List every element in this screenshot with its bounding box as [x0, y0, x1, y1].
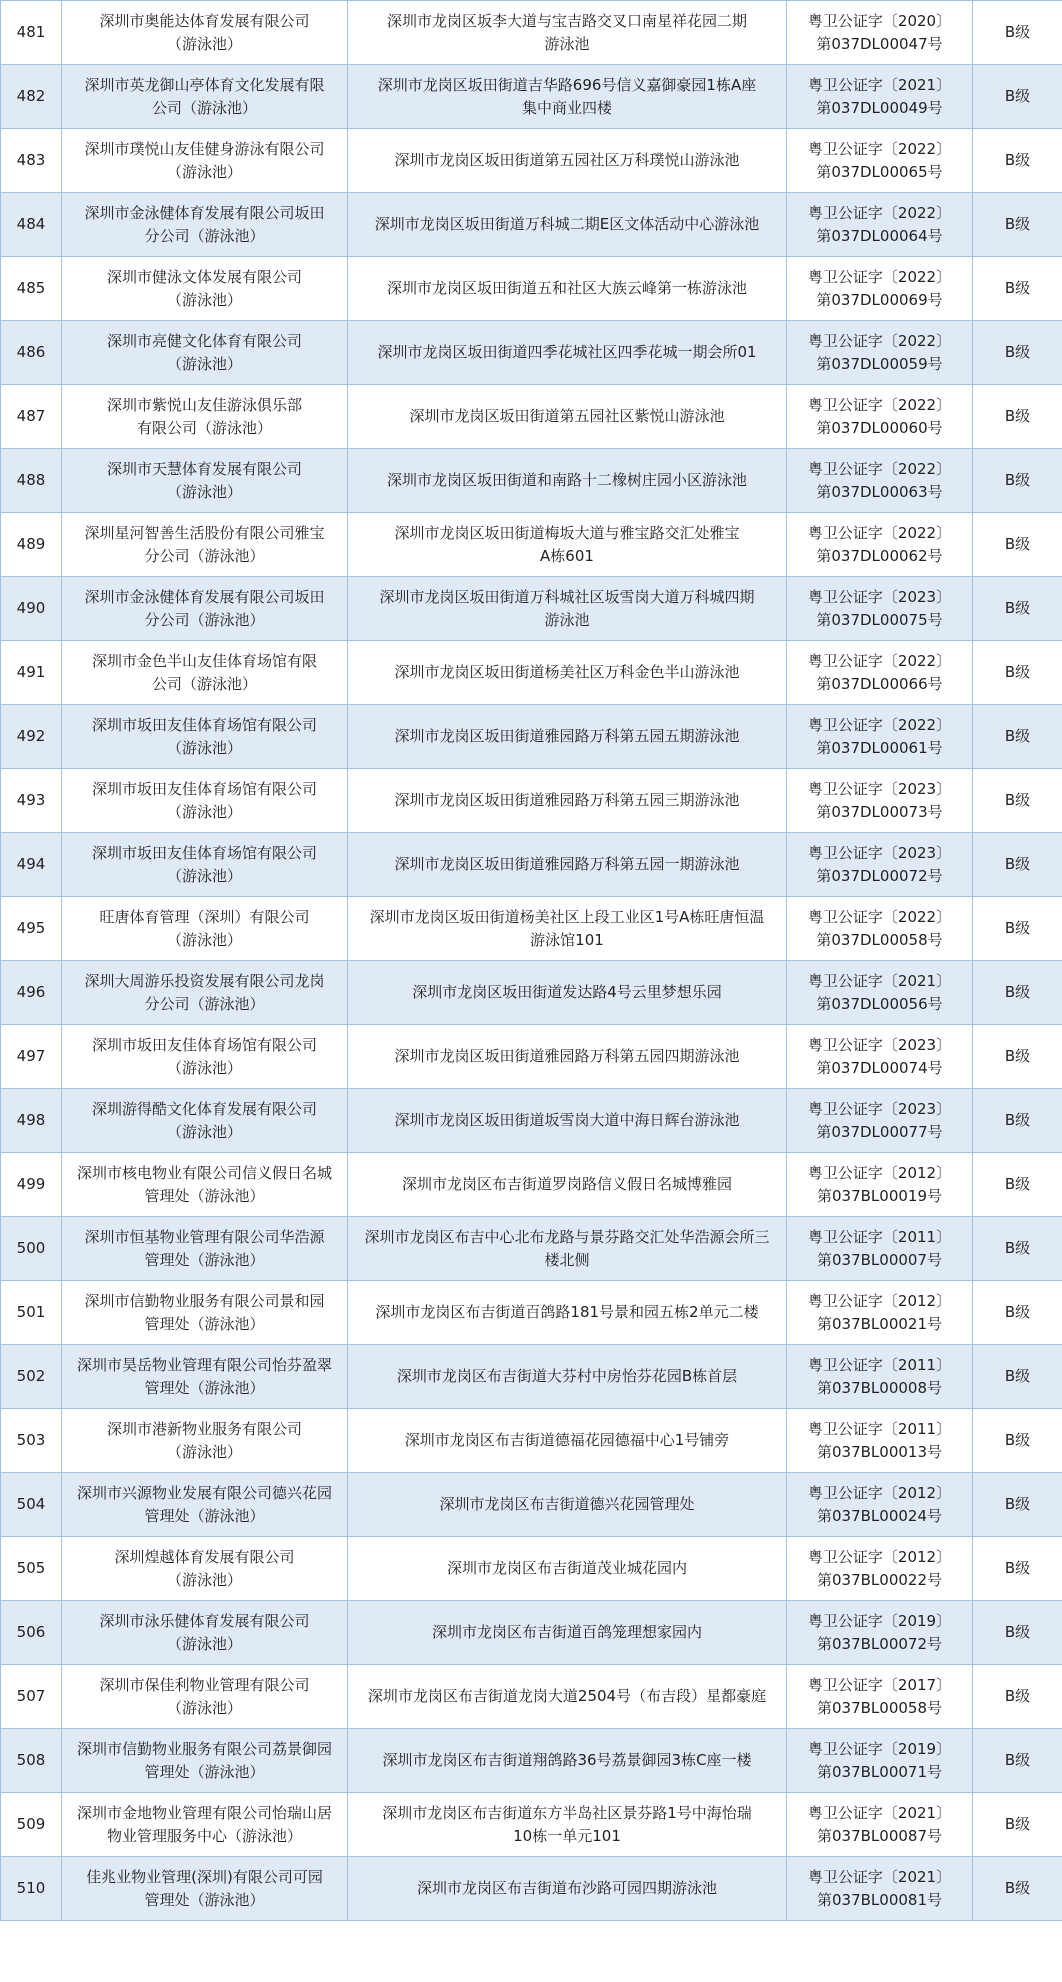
pool-address: 深圳市龙岗区坂田街道杨美社区万科金色半山游泳池	[348, 641, 787, 705]
hygiene-grade: B级	[973, 833, 1062, 897]
licence-number: 粤卫公证字〔2023〕 第037DL00074号	[787, 1025, 973, 1089]
row-number: 509	[1, 1793, 62, 1857]
pool-address: 深圳市龙岗区布吉街道德福花园德福中心1号铺旁	[348, 1409, 787, 1473]
pool-address: 深圳市龙岗区布吉街道茂业城花园内	[348, 1537, 787, 1601]
row-number: 485	[1, 257, 62, 321]
licence-number: 粤卫公证字〔2022〕 第037DL00069号	[787, 257, 973, 321]
licence-number: 粤卫公证字〔2023〕 第037DL00075号	[787, 577, 973, 641]
operator-name: 深圳市泳乐健体育发展有限公司 （游泳池）	[62, 1601, 348, 1665]
hygiene-grade: B级	[973, 257, 1062, 321]
licence-number: 粤卫公证字〔2012〕 第037BL00019号	[787, 1153, 973, 1217]
licence-number: 粤卫公证字〔2012〕 第037BL00021号	[787, 1281, 973, 1345]
row-number: 505	[1, 1537, 62, 1601]
row-number: 484	[1, 193, 62, 257]
licence-number: 粤卫公证字〔2022〕 第037DL00064号	[787, 193, 973, 257]
hygiene-grade: B级	[973, 1537, 1062, 1601]
pool-address: 深圳市龙岗区布吉街道百鸽笼理想家园内	[348, 1601, 787, 1665]
pool-address: 深圳市龙岗区布吉街道翔鸽路36号荔景御园3栋C座一楼	[348, 1729, 787, 1793]
operator-name: 深圳市金色半山友佳体育场馆有限 公司（游泳池）	[62, 641, 348, 705]
pool-address: 深圳市龙岗区坂田街道四季花城社区四季花城一期会所01	[348, 321, 787, 385]
hygiene-grade: B级	[973, 321, 1062, 385]
hygiene-grade: B级	[973, 65, 1062, 129]
operator-name: 深圳市奥能达体育发展有限公司 （游泳池）	[62, 1, 348, 65]
table-row	[1, 65, 1062, 129]
table-row	[1, 961, 1062, 1025]
row-number: 492	[1, 705, 62, 769]
table-row	[1, 1729, 1062, 1793]
row-number: 490	[1, 577, 62, 641]
table-row	[1, 129, 1062, 193]
pool-address: 深圳市龙岗区坂田街道五和社区大族云峰第一栋游泳池	[348, 257, 787, 321]
operator-name: 深圳市核电物业有限公司信义假日名城 管理处（游泳池）	[62, 1153, 348, 1217]
operator-name: 深圳市坂田友佳体育场馆有限公司 （游泳池）	[62, 705, 348, 769]
licence-number: 粤卫公证字〔2021〕 第037BL00087号	[787, 1793, 973, 1857]
row-number: 496	[1, 961, 62, 1025]
hygiene-grade: B级	[973, 1153, 1062, 1217]
row-number: 502	[1, 1345, 62, 1409]
licence-number: 粤卫公证字〔2022〕 第037DL00058号	[787, 897, 973, 961]
row-number: 495	[1, 897, 62, 961]
licence-number: 粤卫公证字〔2021〕 第037DL00049号	[787, 65, 973, 129]
pool-address: 深圳市龙岗区布吉街道龙岗大道2504号（布吉段）星都豪庭	[348, 1665, 787, 1729]
row-number: 500	[1, 1217, 62, 1281]
licence-number: 粤卫公证字〔2011〕 第037BL00007号	[787, 1217, 973, 1281]
table-row	[1, 257, 1062, 321]
pool-address: 深圳市龙岗区坂田街道吉华路696号信义嘉御豪园1栋A座 集中商业四楼	[348, 65, 787, 129]
table-row	[1, 577, 1062, 641]
hygiene-grade: B级	[973, 769, 1062, 833]
pool-address: 深圳市龙岗区坂田街道万科城社区坂雪岗大道万科城四期 游泳池	[348, 577, 787, 641]
table-row	[1, 1025, 1062, 1089]
hygiene-grade: B级	[973, 1793, 1062, 1857]
table-row	[1, 1345, 1062, 1409]
hygiene-grade: B级	[973, 385, 1062, 449]
hygiene-grade: B级	[973, 193, 1062, 257]
table-row	[1, 1, 1062, 65]
operator-name: 深圳煌越体育发展有限公司 （游泳池）	[62, 1537, 348, 1601]
licence-number: 粤卫公证字〔2023〕 第037DL00073号	[787, 769, 973, 833]
hygiene-grade: B级	[973, 1601, 1062, 1665]
table-row	[1, 1409, 1062, 1473]
hygiene-grade: B级	[973, 1, 1062, 65]
row-number: 501	[1, 1281, 62, 1345]
row-number: 498	[1, 1089, 62, 1153]
hygiene-grade: B级	[973, 1665, 1062, 1729]
row-number: 487	[1, 385, 62, 449]
hygiene-grade: B级	[973, 961, 1062, 1025]
licence-number: 粤卫公证字〔2022〕 第037DL00065号	[787, 129, 973, 193]
pool-address: 深圳市龙岗区坂田街道梅坂大道与雅宝路交汇处雅宝 A栋601	[348, 513, 787, 577]
operator-name: 深圳市坂田友佳体育场馆有限公司 （游泳池）	[62, 1025, 348, 1089]
operator-name: 深圳星河智善生活股份有限公司雅宝 分公司（游泳池）	[62, 513, 348, 577]
hygiene-grade: B级	[973, 1729, 1062, 1793]
operator-name: 深圳游得酷文化体育发展有限公司 （游泳池）	[62, 1089, 348, 1153]
row-number: 508	[1, 1729, 62, 1793]
table-row	[1, 1601, 1062, 1665]
table-row	[1, 1473, 1062, 1537]
operator-name: 深圳市兴源物业发展有限公司德兴花园 管理处（游泳池）	[62, 1473, 348, 1537]
operator-name: 深圳市英龙御山亭体育文化发展有限 公司（游泳池）	[62, 65, 348, 129]
operator-name: 深圳市紫悦山友佳游泳俱乐部 有限公司（游泳池）	[62, 385, 348, 449]
hygiene-grade: B级	[973, 1857, 1062, 1921]
operator-name: 深圳市信勤物业服务有限公司景和园 管理处（游泳池）	[62, 1281, 348, 1345]
table-body	[1, 1, 1062, 1921]
hygiene-grade: B级	[973, 641, 1062, 705]
licence-number: 粤卫公证字〔2017〕 第037BL00058号	[787, 1665, 973, 1729]
pool-address: 深圳市龙岗区坂田街道雅园路万科第五园三期游泳池	[348, 769, 787, 833]
table-row	[1, 1665, 1062, 1729]
pool-address: 深圳市龙岗区坂田街道雅园路万科第五园五期游泳池	[348, 705, 787, 769]
hygiene-grade: B级	[973, 1473, 1062, 1537]
hygiene-grade: B级	[973, 1345, 1062, 1409]
licence-number: 粤卫公证字〔2022〕 第037DL00061号	[787, 705, 973, 769]
table-row	[1, 513, 1062, 577]
pool-address: 深圳市龙岗区布吉街道德兴花园管理处	[348, 1473, 787, 1537]
pool-address: 深圳市龙岗区坂田街道第五园社区万科璞悦山游泳池	[348, 129, 787, 193]
table-row	[1, 1537, 1062, 1601]
table-row	[1, 1857, 1062, 1921]
row-number: 510	[1, 1857, 62, 1921]
table-row	[1, 641, 1062, 705]
licence-number: 粤卫公证字〔2021〕 第037BL00081号	[787, 1857, 973, 1921]
hygiene-grade: B级	[973, 1025, 1062, 1089]
table-row	[1, 1217, 1062, 1281]
operator-name: 深圳市恒基物业管理有限公司华浩源 管理处（游泳池）	[62, 1217, 348, 1281]
pool-address: 深圳市龙岗区坂田街道杨美社区上段工业区1号A栋旺唐恒温 游泳馆101	[348, 897, 787, 961]
operator-name: 深圳市金泳健体育发展有限公司坂田 分公司（游泳池）	[62, 193, 348, 257]
operator-name: 深圳大周游乐投资发展有限公司龙岗 分公司（游泳池）	[62, 961, 348, 1025]
operator-name: 深圳市坂田友佳体育场馆有限公司 （游泳池）	[62, 769, 348, 833]
licence-number: 粤卫公证字〔2012〕 第037BL00022号	[787, 1537, 973, 1601]
pool-address: 深圳市龙岗区布吉街道东方半岛社区景芬路1号中海怡瑞 10栋一单元101	[348, 1793, 787, 1857]
hygiene-grade: B级	[973, 513, 1062, 577]
pool-address: 深圳市龙岗区坂田街道第五园社区紫悦山游泳池	[348, 385, 787, 449]
row-number: 497	[1, 1025, 62, 1089]
operator-name: 深圳市亮健文化体育有限公司 （游泳池）	[62, 321, 348, 385]
table-row	[1, 193, 1062, 257]
pool-address: 深圳市龙岗区坂田街道雅园路万科第五园一期游泳池	[348, 833, 787, 897]
table-row	[1, 897, 1062, 961]
pool-address: 深圳市龙岗区布吉街道大芬村中房怡芬花园B栋首层	[348, 1345, 787, 1409]
licence-number: 粤卫公证字〔2022〕 第037DL00066号	[787, 641, 973, 705]
licence-number: 粤卫公证字〔2019〕 第037BL00071号	[787, 1729, 973, 1793]
table-row	[1, 1281, 1062, 1345]
table-row	[1, 1089, 1062, 1153]
hygiene-grade: B级	[973, 705, 1062, 769]
licence-number: 粤卫公证字〔2022〕 第037DL00062号	[787, 513, 973, 577]
hygiene-grade: B级	[973, 129, 1062, 193]
pool-address: 深圳市龙岗区坂田街道和南路十二橡树庄园小区游泳池	[348, 449, 787, 513]
row-number: 483	[1, 129, 62, 193]
licence-number: 粤卫公证字〔2023〕 第037DL00072号	[787, 833, 973, 897]
hygiene-grade: B级	[973, 577, 1062, 641]
licence-number: 粤卫公证字〔2022〕 第037DL00063号	[787, 449, 973, 513]
operator-name: 深圳市健泳文体发展有限公司 （游泳池）	[62, 257, 348, 321]
hygiene-grade: B级	[973, 1281, 1062, 1345]
row-number: 504	[1, 1473, 62, 1537]
licence-number: 粤卫公证字〔2022〕 第037DL00059号	[787, 321, 973, 385]
table-row	[1, 705, 1062, 769]
licence-number: 粤卫公证字〔2011〕 第037BL00008号	[787, 1345, 973, 1409]
pool-address: 深圳市龙岗区坂田街道发达路4号云里梦想乐园	[348, 961, 787, 1025]
table-row	[1, 321, 1062, 385]
row-number: 499	[1, 1153, 62, 1217]
licence-number: 粤卫公证字〔2020〕 第037DL00047号	[787, 1, 973, 65]
operator-name: 佳兆业物业管理(深圳)有限公司可园 管理处（游泳池）	[62, 1857, 348, 1921]
operator-name: 深圳市信勤物业服务有限公司荔景御园 管理处（游泳池）	[62, 1729, 348, 1793]
row-number: 481	[1, 1, 62, 65]
operator-name: 深圳市坂田友佳体育场馆有限公司 （游泳池）	[62, 833, 348, 897]
row-number: 493	[1, 769, 62, 833]
table-row	[1, 769, 1062, 833]
table-row	[1, 1153, 1062, 1217]
row-number: 488	[1, 449, 62, 513]
table-row	[1, 833, 1062, 897]
pool-address: 深圳市龙岗区布吉中心北布龙路与景芬路交汇处华浩源会所三 楼北侧	[348, 1217, 787, 1281]
licence-number: 粤卫公证字〔2019〕 第037BL00072号	[787, 1601, 973, 1665]
licence-number: 粤卫公证字〔2021〕 第037DL00056号	[787, 961, 973, 1025]
row-number: 503	[1, 1409, 62, 1473]
operator-name: 深圳市昊岳物业管理有限公司怡芬盈翠 管理处（游泳池）	[62, 1345, 348, 1409]
operator-name: 旺唐体育管理（深圳）有限公司 （游泳池）	[62, 897, 348, 961]
pool-address: 深圳市龙岗区布吉街道布沙路可园四期游泳池	[348, 1857, 787, 1921]
row-number: 506	[1, 1601, 62, 1665]
hygiene-grade: B级	[973, 1409, 1062, 1473]
row-number: 482	[1, 65, 62, 129]
operator-name: 深圳市金泳健体育发展有限公司坂田 分公司（游泳池）	[62, 577, 348, 641]
row-number: 507	[1, 1665, 62, 1729]
row-number: 486	[1, 321, 62, 385]
licence-number: 粤卫公证字〔2011〕 第037BL00013号	[787, 1409, 973, 1473]
pool-address: 深圳市龙岗区坂李大道与宝吉路交叉口南星祥花园二期 游泳池	[348, 1, 787, 65]
table-row	[1, 1793, 1062, 1857]
table-row	[1, 385, 1062, 449]
pool-address: 深圳市龙岗区坂田街道雅园路万科第五园四期游泳池	[348, 1025, 787, 1089]
operator-name: 深圳市金地物业管理有限公司怡瑞山居 物业管理服务中心（游泳池）	[62, 1793, 348, 1857]
hygiene-grade: B级	[973, 1217, 1062, 1281]
row-number: 494	[1, 833, 62, 897]
pool-address: 深圳市龙岗区布吉街道罗岗路信义假日名城博雅园	[348, 1153, 787, 1217]
pool-address: 深圳市龙岗区坂田街道坂雪岗大道中海日辉台游泳池	[348, 1089, 787, 1153]
licence-number: 粤卫公证字〔2023〕 第037DL00077号	[787, 1089, 973, 1153]
pool-address: 深圳市龙岗区坂田街道万科城二期E区文体活动中心游泳池	[348, 193, 787, 257]
hygiene-grade: B级	[973, 449, 1062, 513]
table-row	[1, 449, 1062, 513]
row-number: 489	[1, 513, 62, 577]
row-number: 491	[1, 641, 62, 705]
operator-name: 深圳市璞悦山友佳健身游泳有限公司 （游泳池）	[62, 129, 348, 193]
operator-name: 深圳市天慧体育发展有限公司 （游泳池）	[62, 449, 348, 513]
licence-number: 粤卫公证字〔2022〕 第037DL00060号	[787, 385, 973, 449]
hygiene-grade: B级	[973, 1089, 1062, 1153]
pool-address: 深圳市龙岗区布吉街道百鸽路181号景和园五栋2单元二楼	[348, 1281, 787, 1345]
licence-number: 粤卫公证字〔2012〕 第037BL00024号	[787, 1473, 973, 1537]
operator-name: 深圳市港新物业服务有限公司 （游泳池）	[62, 1409, 348, 1473]
hygiene-grade: B级	[973, 897, 1062, 961]
operator-name: 深圳市保佳利物业管理有限公司 （游泳池）	[62, 1665, 348, 1729]
